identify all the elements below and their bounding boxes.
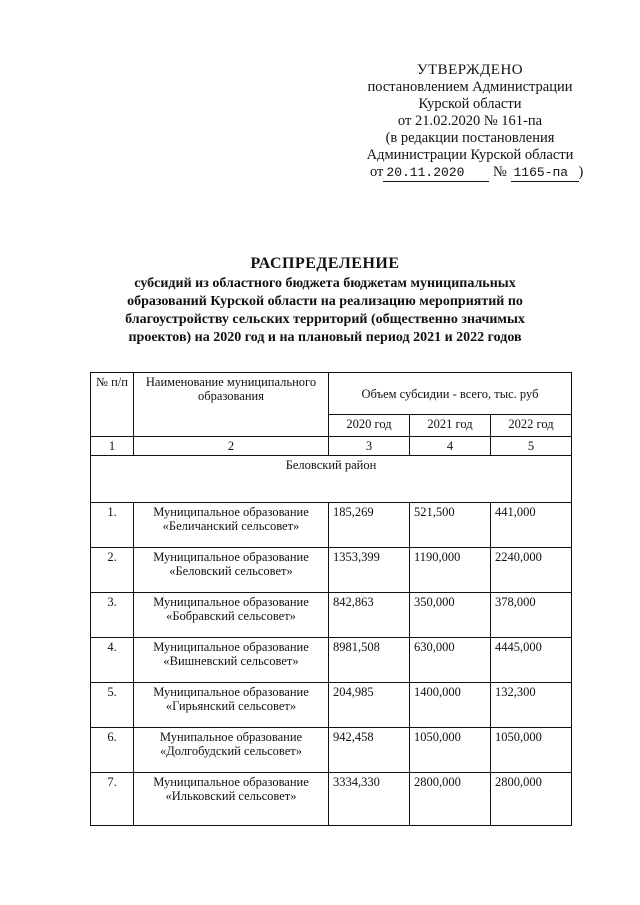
approval-line-5: Администрации Курской области — [366, 147, 574, 163]
row-value-2022: 378,000 — [490, 593, 571, 638]
header-name: Наименование муниципального образования — [134, 373, 329, 437]
row-value-2021: 521,500 — [409, 503, 490, 548]
row-value-2022: 2240,000 — [490, 548, 571, 593]
table-row — [91, 683, 572, 728]
table-index-row — [91, 437, 572, 456]
title-line-4: проектов) на 2020 год и на плановый период 2021 и 2022 годов — [128, 330, 522, 345]
header-year-2021: 2021 год — [409, 415, 490, 437]
row-name-line-2: «Ильковский сельсовет» — [165, 789, 297, 803]
row-num: 5. — [91, 683, 134, 728]
row-value-2021: 1190,000 — [409, 548, 490, 593]
index-2: 2 — [134, 437, 329, 456]
approval-line-2: Курской области — [418, 96, 522, 112]
row-name-line-1: Муниципальное образование — [153, 505, 309, 519]
row-name — [134, 503, 329, 548]
row-num: 4. — [91, 638, 134, 683]
row-value-2021: 2800,000 — [409, 773, 490, 826]
row-name-line-1: Муниципальное образование — [153, 685, 309, 699]
row-name-line-1: Муниципальное образование — [153, 595, 309, 609]
row-name-line-2: «Долгобудский сельсовет» — [159, 744, 303, 758]
table-row — [91, 638, 572, 683]
row-value-2022: 2800,000 — [490, 773, 571, 826]
approval-line-4: (в редакции постановления — [385, 130, 555, 146]
header-year-2022: 2022 год — [490, 415, 571, 437]
row-name-line-1: Мунипальное образование — [159, 730, 303, 744]
row-name — [134, 728, 329, 773]
row-value-2020: 204,985 — [329, 683, 410, 728]
row-num: 7. — [91, 773, 134, 826]
row-name-line-2: «Беличанский сельсовет» — [162, 519, 300, 533]
index-4: 4 — [409, 437, 490, 456]
subsidy-table — [90, 372, 572, 826]
title-line-1: субсидий из областного бюджета бюджетам муниципальных — [134, 276, 516, 291]
row-value-2020: 185,269 — [329, 503, 410, 548]
header-amount: Объем субсидии - всего, тыс. руб — [329, 373, 572, 415]
row-value-2021: 1400,000 — [409, 683, 490, 728]
amendment-date-line — [360, 164, 584, 182]
table-row — [91, 548, 572, 593]
row-name — [134, 548, 329, 593]
table-row — [91, 773, 572, 826]
approval-stamp — [360, 62, 584, 182]
row-value-2020: 3334,330 — [329, 773, 410, 826]
header-year-2020: 2020 год — [329, 415, 410, 437]
header-num: № п/п — [91, 373, 134, 437]
row-value-2022: 441,000 — [490, 503, 571, 548]
row-value-2020: 8981,508 — [329, 638, 410, 683]
table-header-row — [91, 373, 572, 415]
number-prefix: № — [493, 164, 507, 180]
close-paren: ) — [578, 164, 584, 180]
row-num: 1. — [91, 503, 134, 548]
title-heading: РАСПРЕДЕЛЕНИЕ — [250, 255, 400, 272]
row-name — [134, 638, 329, 683]
row-value-2022: 4445,000 — [490, 638, 571, 683]
row-value-2020: 942,458 — [329, 728, 410, 773]
row-name-line-1: Муниципальное образование — [153, 775, 309, 789]
row-name-line-2: «Вишневский сельсовет» — [163, 654, 299, 668]
row-name-line-2: «Бобравский сельсовет» — [166, 609, 296, 623]
title-line-2: образований Курской области на реализацию мероприятий по — [127, 294, 523, 309]
row-value-2021: 1050,000 — [409, 728, 490, 773]
amendment-date: 20.11.2020 — [383, 164, 489, 182]
row-num: 3. — [91, 593, 134, 638]
document-title — [90, 255, 560, 347]
row-value-2020: 1353,399 — [329, 548, 410, 593]
row-name — [134, 683, 329, 728]
index-5: 5 — [490, 437, 571, 456]
approval-line-1: постановлением Администрации — [367, 79, 573, 95]
date-prefix: от — [370, 164, 384, 180]
district-row — [91, 456, 572, 503]
row-num: 6. — [91, 728, 134, 773]
row-name-line-1: Муниципальное образование — [153, 550, 309, 564]
title-line-3: благоустройству сельских территорий (общественно значимых — [125, 312, 525, 327]
row-value-2021: 630,000 — [409, 638, 490, 683]
index-1: 1 — [91, 437, 134, 456]
approval-title: УТВЕРЖДЕНО — [416, 62, 524, 78]
table-row — [91, 728, 572, 773]
row-value-2022: 132,300 — [490, 683, 571, 728]
row-name-line-1: Муниципальное образование — [153, 640, 309, 654]
row-value-2021: 350,000 — [409, 593, 490, 638]
district-name: Беловский район — [91, 456, 572, 503]
row-name — [134, 773, 329, 826]
row-name — [134, 593, 329, 638]
row-num: 2. — [91, 548, 134, 593]
row-name-line-2: «Беловский сельсовет» — [169, 564, 293, 578]
index-3: 3 — [329, 437, 410, 456]
amendment-number: 1165-па — [511, 164, 579, 182]
table-row — [91, 503, 572, 548]
table-row — [91, 593, 572, 638]
row-value-2020: 842,863 — [329, 593, 410, 638]
row-name-line-2: «Гирьянский сельсовет» — [165, 699, 297, 713]
row-value-2022: 1050,000 — [490, 728, 571, 773]
approval-line-3: от 21.02.2020 № 161-па — [397, 113, 543, 129]
